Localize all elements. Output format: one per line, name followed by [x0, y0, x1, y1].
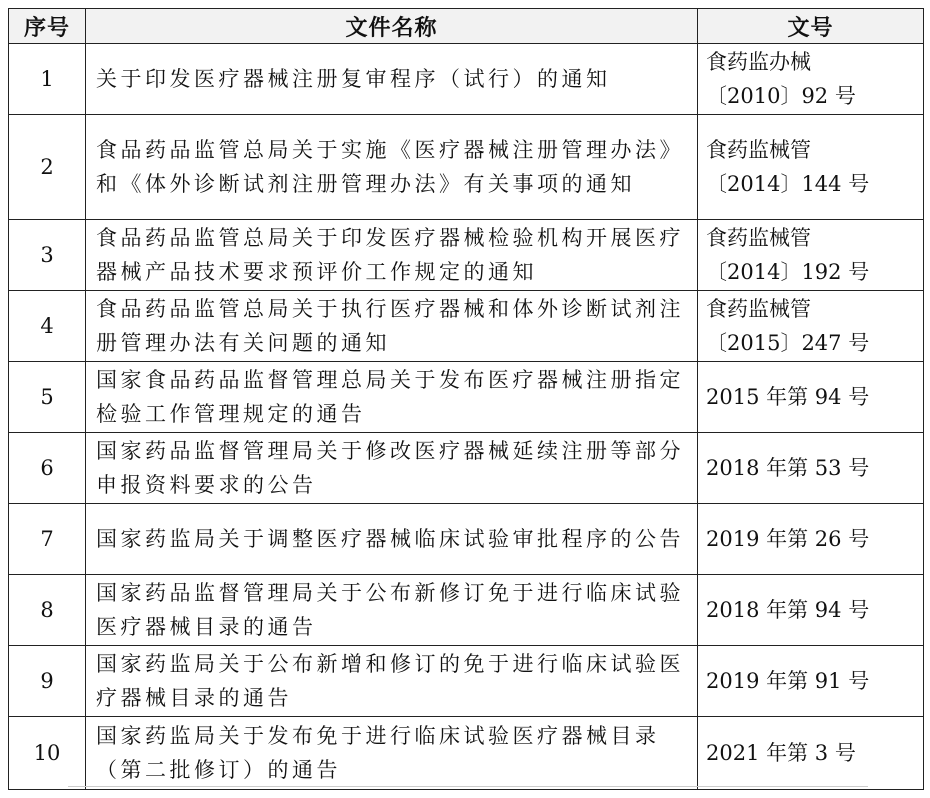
row-document-number: 食药监械管 〔2014〕144 号 [698, 115, 924, 220]
row-serial-number: 2 [9, 115, 86, 220]
table-row [9, 646, 924, 717]
row-serial-number: 4 [9, 291, 86, 362]
row-document-name: 食品药品监管总局关于印发医疗器械检验机构开展医疗器械产品技术要求预评价工作规定的通知 [86, 220, 698, 291]
table-row [9, 44, 924, 115]
row-document-name: 国家食品药品监督管理总局关于发布医疗器械注册指定检验工作管理规定的通告 [86, 362, 698, 433]
header-serial-number: 序号 [9, 9, 86, 44]
row-document-number: 食药监械管 〔2015〕247 号 [698, 291, 924, 362]
table-row [9, 717, 924, 790]
row-document-name: 国家药监局关于公布新增和修订的免于进行临床试验医疗器械目录的通告 [86, 646, 698, 717]
row-document-name: 国家药监局关于发布免于进行临床试验医疗器械目录（第二批修订）的通告 [86, 717, 698, 790]
table-row [9, 362, 924, 433]
header-document-name: 文件名称 [86, 9, 698, 44]
row-document-number: 2018 年第 53 号 [698, 433, 924, 504]
row-document-name: 食品药品监管总局关于执行医疗器械和体外诊断试剂注册管理办法有关问题的通知 [86, 291, 698, 362]
row-document-number: 2019 年第 91 号 [698, 646, 924, 717]
row-document-number: 2015 年第 94 号 [698, 362, 924, 433]
document-table [8, 8, 924, 790]
row-document-number: 2018 年第 94 号 [698, 575, 924, 646]
row-document-name: 国家药品监督管理局关于公布新修订免于进行临床试验医疗器械目录的通告 [86, 575, 698, 646]
row-serial-number: 8 [9, 575, 86, 646]
table-row [9, 291, 924, 362]
table-row [9, 504, 924, 575]
row-document-number: 食药监械管 〔2014〕192 号 [698, 220, 924, 291]
header-document-number: 文号 [698, 9, 924, 44]
table-row [9, 433, 924, 504]
row-document-number: 食药监办械 〔2010〕92 号 [698, 44, 924, 115]
row-serial-number: 7 [9, 504, 86, 575]
table-row [9, 115, 924, 220]
row-document-name: 食品药品监管总局关于实施《医疗器械注册管理办法》和《体外诊断试剂注册管理办法》有关事项的通知 [86, 115, 698, 220]
table-row [9, 220, 924, 291]
bottom-divider [68, 786, 868, 787]
row-document-name: 关于印发医疗器械注册复审程序（试行）的通知 [86, 44, 698, 115]
row-document-name: 国家药品监督管理局关于修改医疗器械延续注册等部分申报资料要求的公告 [86, 433, 698, 504]
row-serial-number: 10 [9, 717, 86, 790]
header-row [9, 9, 924, 44]
row-serial-number: 9 [9, 646, 86, 717]
row-serial-number: 6 [9, 433, 86, 504]
row-serial-number: 3 [9, 220, 86, 291]
row-document-name: 国家药监局关于调整医疗器械临床试验审批程序的公告 [86, 504, 698, 575]
row-serial-number: 1 [9, 44, 86, 115]
row-document-number: 2019 年第 26 号 [698, 504, 924, 575]
row-serial-number: 5 [9, 362, 86, 433]
row-document-number: 2021 年第 3 号 [698, 717, 924, 790]
table-row [9, 575, 924, 646]
